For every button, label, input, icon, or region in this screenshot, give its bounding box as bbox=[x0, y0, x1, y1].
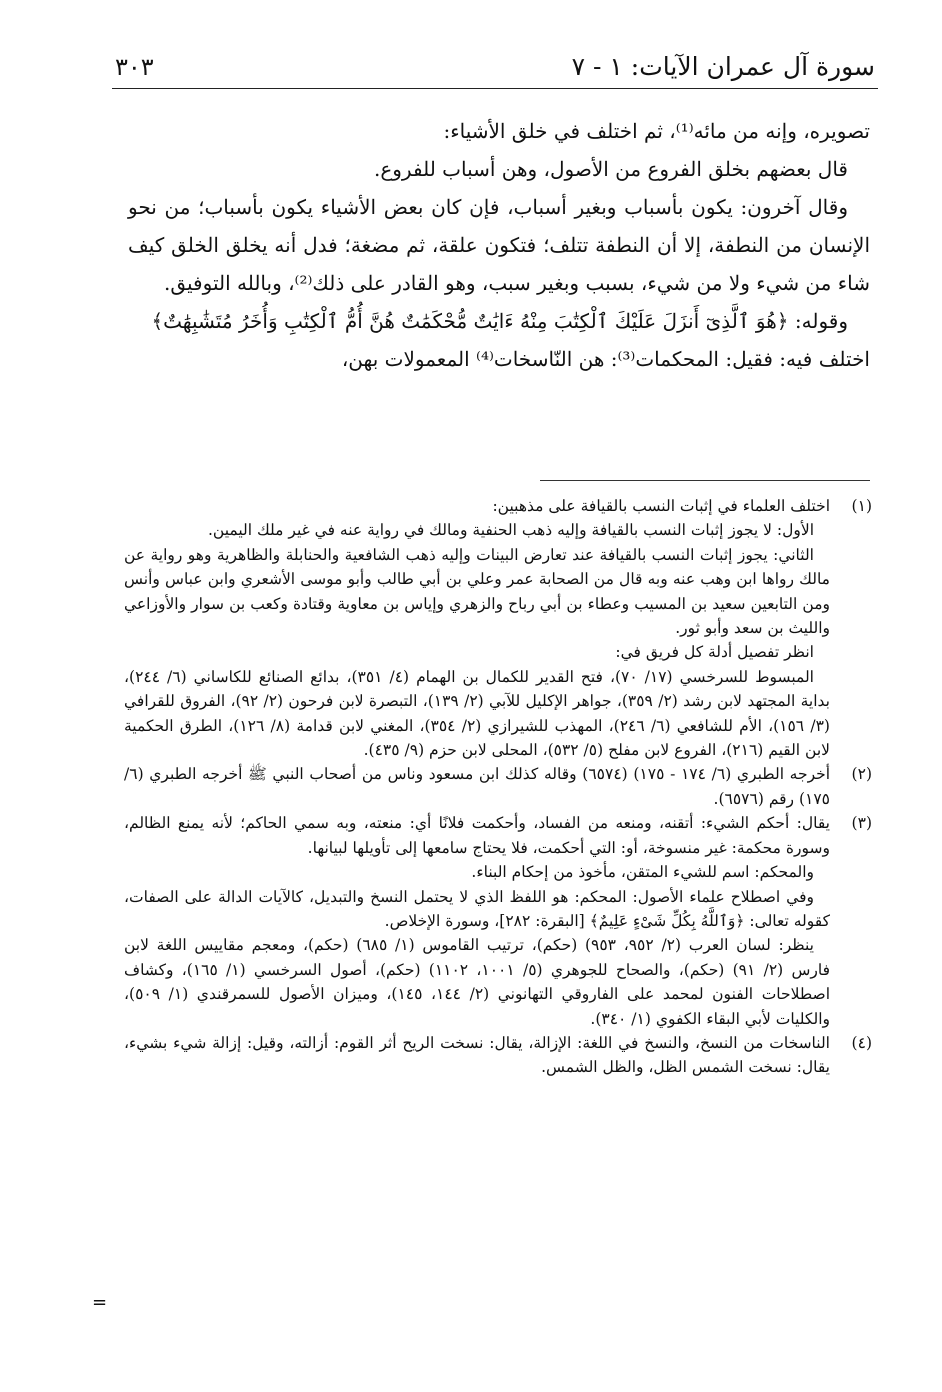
footnote-separator bbox=[540, 480, 870, 481]
footnote-number: (١) bbox=[851, 497, 872, 515]
margin-mark: = bbox=[92, 1292, 108, 1313]
footnote-paragraph: الثاني: يجوز إثبات النسب بالقيافة عند تعارض البينات وإليه ذهب الشافعية والحنابلة والظاهرية وهو رواية عن مالك رواها ابن وهب عنه وبه قال من الصحابة عمر وعلي بن أبي طالب وأبو موسى الأشعري وابن عباس وأنس ومن التابعين سعيد بن المسيب وعطاء بن أبي رباح والزهري وإياس بن معاوية وقتادة وكعب بن سوار والأوزاعي والليث بن سعد وأبو ثور. bbox=[124, 545, 830, 638]
verse-paragraph bbox=[128, 302, 870, 340]
footnote-paragraph: والمحكم: اسم للشيء المتقن، مأخوذ من إحكام البناء. bbox=[471, 863, 814, 882]
footnote-paragraph: أخرجه الطبري (٦/ ١٧٤ - ١٧٥) (٦٥٧٤) وقاله كذلك ابن مسعود وناس من أصحاب النبي ﷺ أخرجه الطبري (٦/ ١٧٥) رقم (٦٥٧٦). bbox=[124, 765, 831, 808]
footnote-paragraph: اختلف العلماء في إثبات النسب بالقيافة على مذهبين: bbox=[492, 497, 830, 515]
footnote-number: (٤) bbox=[851, 1033, 872, 1052]
footnote bbox=[124, 494, 872, 762]
footnote-paragraph: انظر تفصيل أدلة كل فريق في: bbox=[615, 643, 814, 662]
main-paragraph: قال بعضهم بخلق الفروع من الأصول، وهن أسباب للفروع. bbox=[373, 157, 848, 181]
footnote-paragraph: الناسخات من النسخ، والنسخ في اللغة: الإزالة، يقال: نسخت الريح أثر القوم: أزالته، وقيل: إزالة شيء بشيء، يقال: نسخت الشمس الظل، والظل الشمس. bbox=[124, 1033, 830, 1077]
footnotes bbox=[124, 494, 872, 1080]
footnote-body bbox=[124, 1031, 830, 1080]
footnote-body bbox=[124, 494, 830, 762]
footnote-paragraph: وفي اصطلاح علماء الأصول: المحكم: هو اللفظ الذي لا يحتمل النسخ والتبديل، كالآيات الدالة على الصفات، كقوله تعالى: ﴿وَٱللَّهُ بِكُلِّ شَىْءٍ عَلِيمٌ﴾ [البقرة: ٢٨٢]، وسورة الإخلاص. bbox=[124, 887, 830, 930]
page-number: ٣٠٣ bbox=[115, 53, 154, 81]
footnote bbox=[124, 811, 872, 1031]
main-paragraph: وقال آخرون: يكون بأسباب وبغير أسباب، فإن كان بعض الأشياء يكون بأسباب؛ من نحو الإنسان من النطفة، إلا أن النطفة تتلف؛ فتكون علقة، ثم مضغة؛ فدل أنه يخلق الخلق كيف شاء من شيء ولا من شيء، بسبب وبغير سبب، وهو القادر على ذلك⁽²⁾، وبالله التوفيق. bbox=[128, 195, 871, 295]
surah-title: سورة آل عمران الآيات: ١ - ٧ bbox=[571, 52, 875, 81]
footnote-paragraph: المبسوط للسرخسي (١٧/ ٧٠)، فتح القدير للكمال بن الهمام (٤/ ٣٥١)، بدائع الصنائع للكاساني (٦/ ٢٤٤)، بداية المجتهد لابن رشد (٢/ ٣٥٩)، جواهر الإكليل للآبي (٢/ ١٣٩)، التبصرة لابن فرحون (٢/ ٩٢)، الفروق للقرافي (٣/ ١٥٦)، الأم للشافعي (٦/ ٢٤٦)، المهذب للشيرازي (٢/ ٣٥٤)، المغني لابن قدامة (٨/ ١٢٦)، الطرق الحكمية لابن القيم (٢١٦)، الفروع لابن مفلح (٥/ ٥٣٢)، المحلى لابن حزم (٩/ ٤٣٥). bbox=[124, 667, 830, 760]
footnote-body bbox=[124, 762, 830, 811]
verse-intro: وقوله: bbox=[788, 309, 848, 333]
footnote-paragraph: الأول: لا يجوز إثبات النسب بالقيافة وإليه ذهب الحنفية ومالك في رواية عنه في غير ملك اليمين. bbox=[207, 521, 814, 540]
main-paragraph: تصويره، وإنه من مائه⁽¹⁾، ثم اختلف في خلق الأشياء: bbox=[443, 119, 870, 143]
footnote bbox=[124, 762, 872, 811]
page-header bbox=[115, 50, 875, 90]
main-text bbox=[128, 112, 870, 378]
quran-verse: ﴿هُوَ ٱلَّذِىٓ أَنزَلَ عَلَيْكَ ٱلْكِتَٰبَ مِنْهُ ءَايَٰتٌ مُّحْكَمَٰتٌ هُنَّ أُمُّ ٱلْكِتَٰبِ وَأُخَرُ مُتَشَٰبِهَٰتٌ﴾ bbox=[151, 309, 789, 333]
header-rule bbox=[112, 88, 878, 89]
main-paragraph: اختلف فيه: فقيل: المحكمات⁽³⁾: هن النّاسخات⁽⁴⁾ المعمولات بهن، bbox=[341, 347, 870, 371]
footnote-number: (٢) bbox=[851, 765, 872, 784]
footnote-paragraph: ينظر: لسان العرب (٢/ ٩٥٢، ٩٥٣) (حكم)، ترتيب القاموس (١/ ٦٨٥) (حكم)، ومعجم مقاييس اللغة لابن فارس (٢/ ٩١) (حكم)، والصحاح للجوهري (٥/ ١٠٠١، ١١٠٢) (حكم)، أصول السرخسي (١/ ١٦٥)، وكشاف اصطلاحات الفنون لمحمد على الفاروقي التهانوني (٢/ ١٤٤، ١٤٥)، وميزان الأصول للسمرقندي (١/ ٥٠٩)، والكليات لأبي البقاء الكفوي (١/ ٣٤٠). bbox=[124, 936, 831, 1028]
footnote-body bbox=[124, 811, 830, 1031]
footnote-number: (٣) bbox=[851, 814, 872, 833]
footnote-paragraph: يقال: أحكم الشيء: أتقنه، ومنعه من الفساد، وأحكمت فلانًا أي: منعته، وبه سمي الحاكم؛ لأنه يمنع الظالم، وسورة محكمة: غير منسوخة، أو: التي أحكمت، فلا يحتاج سامعها إلى تأويلها لبيانها. bbox=[124, 814, 830, 857]
footnote bbox=[124, 1031, 872, 1080]
